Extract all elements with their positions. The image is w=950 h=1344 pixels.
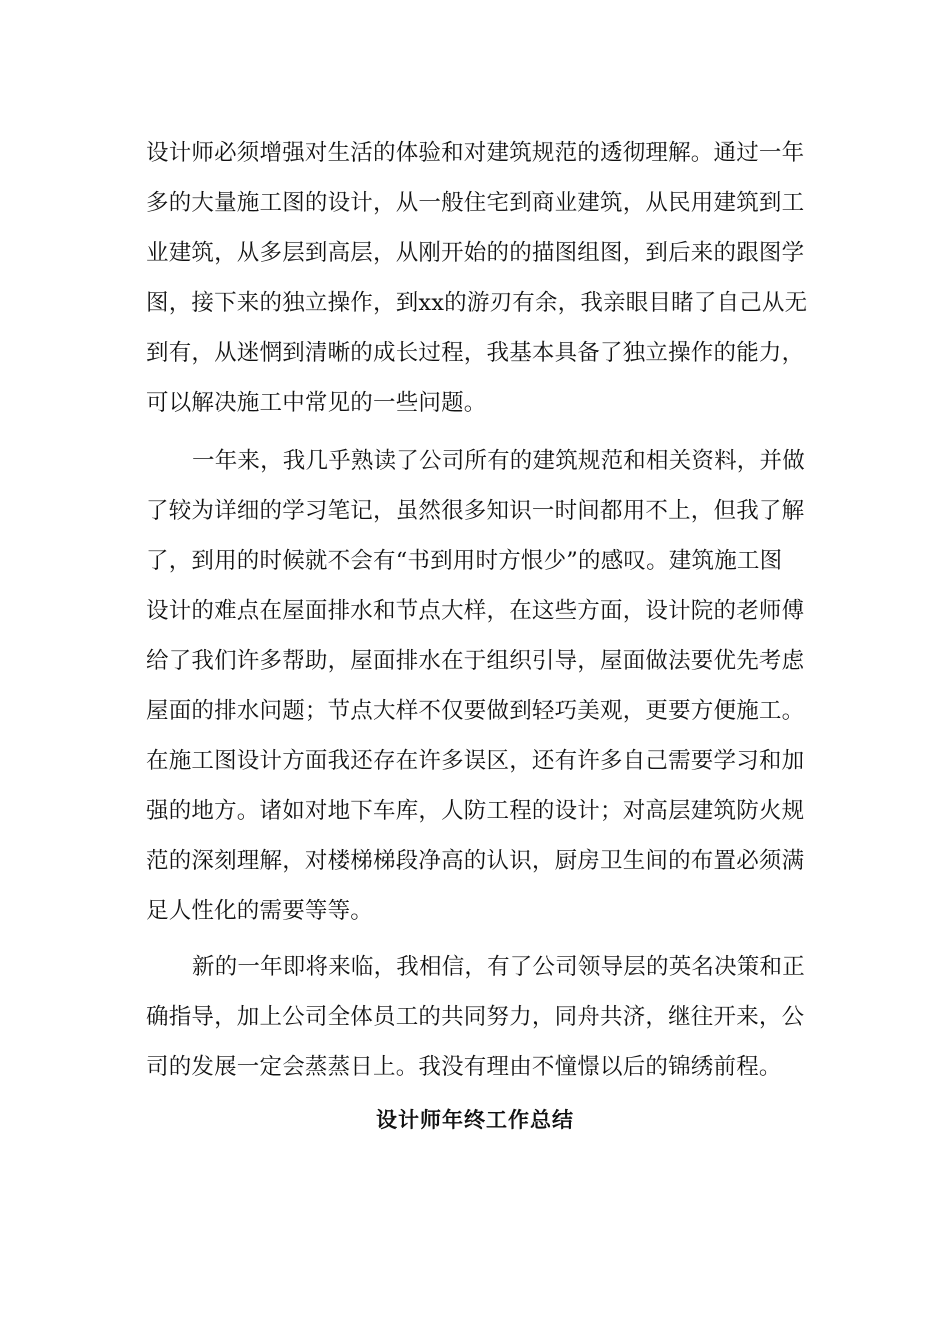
paragraph-line: 足人性化的需要等等。: [146, 898, 374, 924]
paragraph-2: [146, 436, 806, 936]
section-heading: 设计师年终工作总结: [376, 1108, 574, 1132]
paragraph-line: 多的大量施工图的设计，从一般住宅到商业建筑，从民用建筑到工: [146, 190, 805, 216]
paragraph-line: 在施工图设计方面我还存在许多误区，还有许多自己需要学习和加: [146, 748, 805, 774]
paragraph-line: 范的深刻理解，对楼梯梯段净高的认识，厨房卫生间的布置必须满: [146, 848, 805, 874]
paragraph-3: [146, 942, 806, 1092]
paragraph-1: [146, 128, 806, 428]
paragraph-line: 确指导，加上公司全体员工的共同努力，同舟共济，继往开来，公: [146, 1004, 805, 1030]
paragraph-line: 了，到用的时候就不会有“书到用时方恨少”的感叹。建筑施工图: [146, 548, 783, 574]
paragraph-line: 强的地方。诸如对地下车库，人防工程的设计；对高层建筑防火规: [146, 798, 805, 824]
paragraph-line: 可以解决施工中常见的一些问题。: [146, 390, 487, 416]
paragraph-line: 给了我们许多帮助，屋面排水在于组织引导，屋面做法要优先考虑: [146, 648, 805, 674]
paragraph-line: 屋面的排水问题；节点大样不仅要做到轻巧美观，更要方便施工。: [146, 698, 805, 724]
paragraph-line: 业建筑，从多层到高层，从刚开始的的描图组图，到后来的跟图学: [146, 240, 805, 266]
paragraph-line: 设计的难点在屋面排水和节点大样，在这些方面，设计院的老师傅: [146, 598, 805, 624]
paragraph-line: 司的发展一定会蒸蒸日上。我没有理由不憧憬以后的锦绣前程。: [146, 1054, 782, 1080]
paragraph-line: 到有，从迷惘到清晰的成长过程，我基本具备了独立操作的能力，: [146, 340, 805, 366]
paragraph-line: 设计师必须增强对生活的体验和对建筑规范的透彻理解。通过一年: [146, 140, 805, 166]
paragraph-line: 一年来，我几乎熟读了公司所有的建筑规范和相关资料，并做: [192, 448, 805, 474]
paragraph-line: 了较为详细的学习笔记，虽然很多知识一时间都用不上，但我了解: [146, 498, 805, 524]
paragraph-line: 新的一年即将来临，我相信，有了公司领导层的英名决策和正: [192, 954, 805, 980]
paragraph-line: 图，接下来的独立操作，到xx的游刃有余，我亲眼目睹了自己从无: [146, 290, 808, 316]
